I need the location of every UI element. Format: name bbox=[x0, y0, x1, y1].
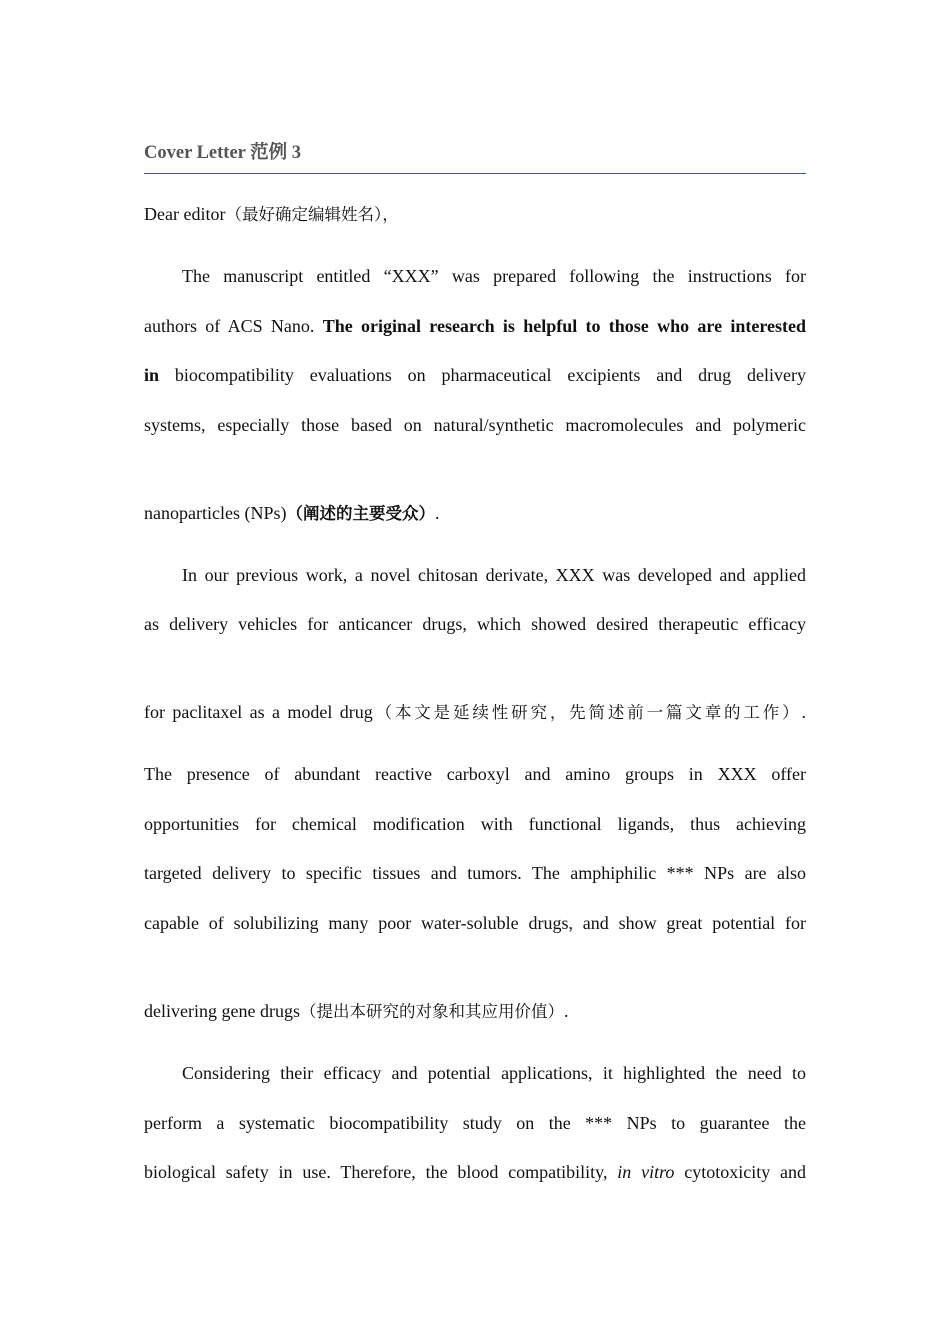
p1-l2-bold: The original research is helpful to those who are interested bbox=[322, 316, 806, 336]
p1-l5-end: . bbox=[434, 503, 440, 523]
paragraph-3-line-2: perform a systematic biocompatibility study on the *** NPs to guarantee the bbox=[144, 1113, 806, 1133]
paragraph-2-line-2: as delivery vehicles for anticancer drugs, which showed desired therapeutic efficacy bbox=[144, 614, 806, 634]
p2-l3-text: for paclitaxel as a model drug bbox=[144, 702, 373, 722]
p1-l3-text: biocompatibility evaluations on pharmaceutical excipients and drug delivery bbox=[159, 365, 806, 385]
paragraph-1-line-1: The manuscript entitled “XXX” was prepared following the instructions for bbox=[182, 266, 806, 286]
paragraph-2-line-8 bbox=[144, 1000, 806, 1023]
paragraph-3-line-1: Considering their efficacy and potential applications, it highlighted the need to bbox=[182, 1063, 806, 1083]
document-heading: Cover Letter 范例 3 bbox=[144, 143, 302, 163]
paragraph-2-line-7: capable of solubilizing many poor water-soluble drugs, and show great potential for bbox=[144, 913, 806, 933]
paragraph-2-line-3 bbox=[144, 701, 806, 724]
p2-l8-note: （提出本研究的对象和其应用价值） bbox=[299, 1002, 564, 1021]
paragraph-2-line-6: targeted delivery to specific tissues and tumors. The amphiphilic *** NPs are also bbox=[144, 863, 806, 883]
paragraph-1-line-4: systems, especially those based on natural/synthetic macromolecules and polymeric bbox=[144, 415, 806, 435]
p2-l3-end: . bbox=[801, 702, 806, 722]
p3-l3-text: biological safety in use. Therefore, the blood compatibility, bbox=[144, 1162, 618, 1182]
paragraph-1-line-2 bbox=[144, 315, 806, 337]
salutation-text: Dear editor bbox=[144, 204, 226, 224]
paragraph-2-line-1: In our previous work, a novel chitosan derivate, XXX was developed and applied bbox=[182, 565, 806, 585]
salutation-line bbox=[144, 203, 806, 226]
p2-l3-note: （本文是延续性研究，先简述前一篇文章的工作） bbox=[372, 703, 802, 722]
p3-l3-italic: in vitro bbox=[617, 1162, 675, 1182]
p1-l2-text: authors of ACS Nano. bbox=[144, 316, 323, 336]
p1-l3-bold: in bbox=[144, 365, 160, 385]
p1-l5-note: （阐述的主要受众） bbox=[286, 504, 435, 523]
salutation-note: （最好确定编辑姓名） bbox=[225, 205, 383, 224]
paragraph-1-line-5 bbox=[144, 502, 806, 525]
paragraph-1-line-3 bbox=[144, 364, 806, 386]
paragraph-3-line-3 bbox=[144, 1161, 806, 1183]
p1-l5-text: nanoparticles (NPs) bbox=[144, 503, 287, 523]
paragraph-2-line-5: opportunities for chemical modification with functional ligands, thus achieving bbox=[144, 814, 806, 834]
heading-divider bbox=[144, 173, 806, 174]
p2-l8-text: delivering gene drugs bbox=[144, 1001, 300, 1021]
paragraph-2-line-4: The presence of abundant reactive carboxyl and amino groups in XXX offer bbox=[144, 764, 806, 784]
salutation-end: ， bbox=[382, 205, 399, 224]
p3-l3-text-end: cytotoxicity and bbox=[674, 1162, 806, 1182]
p2-l8-end: . bbox=[563, 1001, 569, 1021]
